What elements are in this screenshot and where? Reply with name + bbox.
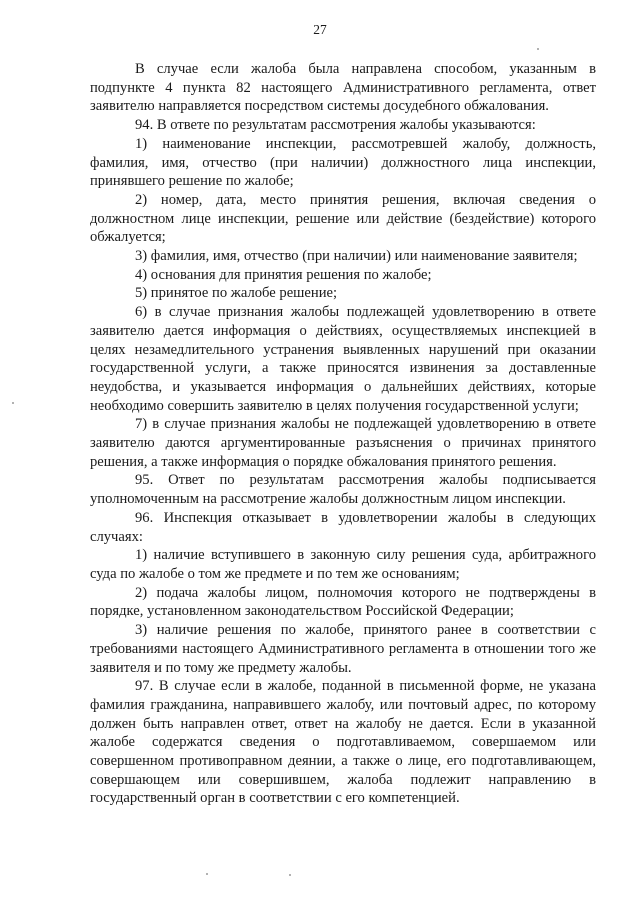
paragraph-94-item-5: 5) принятое по жалобе решение; — [135, 285, 338, 302]
document-text — [90, 60, 596, 808]
page-number: 27 — [313, 22, 327, 37]
scan-speck — [289, 874, 291, 876]
scan-speck — [537, 48, 539, 50]
paragraph-94-item-1: 1) наименование инспекции, рассмотревшей жалобу, должность, фамилия, имя, отчество (при наличии) должностного лица инспекции, принявшего решение по жалобе; — [90, 135, 596, 190]
paragraph-95: 95. Ответ по результатам рассмотрения жалобы подписывается уполномоченным на рассмотрение жалобы должностным лицом инспекции. — [90, 472, 596, 508]
paragraph-94-item-6: 6) в случае признания жалобы подлежащей удовлетворению в ответе заявителю дается информация о действиях, осуществляемых инспекцией в целях незамедлительного устранения выявленных нарушений при оказании государственной услуги, а также приносятся извинения за доставленные неудобства, и указывается информация о дальнейших действиях, которые необходимо совершить заявителю в целях получения государственной услуги; — [90, 304, 596, 414]
paragraph-94-item-3: 3) фамилия, имя, отчество (при наличии) или наименование заявителя; — [135, 248, 578, 265]
paragraph-96-item-1: 1) наличие вступившего в законную силу решения суда, арбитражного суда по жалобе о том же предмете и по тем же основаниям; — [90, 547, 596, 582]
scan-speck — [206, 873, 208, 875]
paragraph-94-item-7: 7) в случае признания жалобы не подлежащей удовлетворению в ответе заявителю даются аргументированные разъяснения о причинах принятого решения, а также информация о порядке обжалования принятого решения. — [90, 416, 596, 470]
paragraph-94: 94. В ответе по результатам рассмотрения жалобы указываются: — [135, 117, 536, 134]
paragraph-96-item-3: 3) наличие решения по жалобе, принятого ранее в соответствии с требованиями настоящего Административного регламента в отношении того же заявителя и по тому же предмету жалобы. — [90, 622, 596, 676]
paragraph-96: 96. Инспекция отказывает в удовлетворении жалобы в следующих случаях: — [90, 509, 596, 545]
paragraph-94-item-2: 2) номер, дата, место принятия решения, включая сведения о должностном лице инспекции, решение или действие (бездействие) которого обжалуется; — [90, 191, 596, 246]
paragraph-complaint-response-method: В случае если жалоба была направлена способом, указанным в подпункте 4 пункта 82 настоящего Административного регламента, ответ заявителю направляется посредством системы досудебного обжалования. — [90, 61, 596, 115]
paragraph-96-item-2: 2) подача жалобы лицом, полномочия которого не подтверждены в порядке, установленном законодательством Российской Федерации; — [90, 584, 596, 620]
paragraph-94-item-4: 4) основания для принятия решения по жалобе; — [135, 266, 432, 283]
scan-speck — [12, 402, 14, 404]
paragraph-97: 97. В случае если в жалобе, поданной в письменной форме, не указана фамилия гражданина, направившего жалобу, или почтовый адрес, по которому должен быть направлен ответ, ответ на жалобу не дается. Если в указанной жалобе содержатся сведения о подготавливаемом, совершаемом или совершенном противоправном деянии, а также о лице, его подготавливающем, совершающем или совершившем, жалоба подлежит направлению в государственный орган в соответствии с его компетенцией. — [90, 678, 596, 807]
